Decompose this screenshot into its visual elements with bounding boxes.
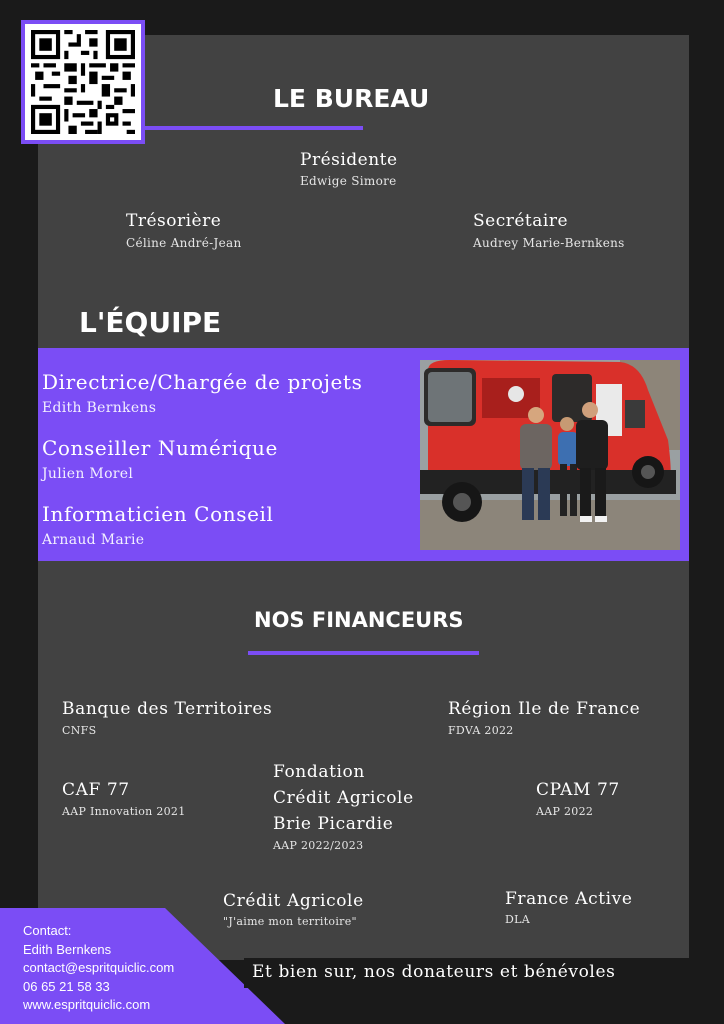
funder-sub: FDVA 2022 — [448, 724, 514, 737]
team-member-role: Directrice/Chargée de projets — [42, 370, 363, 394]
funder-name: Crédit Agricole — [223, 891, 364, 911]
secretary-role: Secrétaire — [473, 211, 569, 231]
bureau-title: LE BUREAU — [273, 84, 430, 113]
secretary-name: Audrey Marie-Bernkens — [473, 236, 625, 250]
funder-sub: AAP 2022/2023 — [273, 839, 364, 852]
funder-name-line: Crédit Agricole — [273, 788, 414, 808]
footer-banner — [244, 958, 690, 988]
contact-phone[interactable]: 06 65 21 58 33 — [23, 978, 110, 994]
footer-text: Et bien sur, nos donateurs et bénévoles — [252, 962, 616, 982]
funder-name-line: Brie Picardie — [273, 814, 394, 834]
qr-code[interactable] — [21, 20, 145, 144]
contact-name: Edith Bernkens — [23, 941, 112, 957]
funder-sub: AAP 2022 — [536, 805, 594, 818]
treasurer-name: Céline André-Jean — [126, 236, 242, 250]
funder-name: Banque des Territoires — [62, 699, 273, 719]
funders-underline — [248, 651, 479, 655]
contact-block — [23, 922, 174, 1015]
contact-website[interactable]: www.espritquiclic.com — [23, 997, 151, 1012]
team-member-role: Informaticien Conseil — [42, 502, 274, 526]
funder-sub: CNFS — [62, 724, 97, 737]
funder-name: France Active — [505, 889, 633, 909]
president-role: Présidente — [300, 150, 398, 170]
contact-label: Contact: — [23, 923, 72, 938]
funder-name: CAF 77 — [62, 780, 130, 800]
funder-name: CPAM 77 — [536, 780, 620, 800]
president-name: Edwige Simore — [300, 174, 397, 188]
contact-email[interactable]: contact@espritquiclic.com — [23, 960, 175, 975]
treasurer-role: Trésorière — [126, 211, 222, 231]
qr-code-icon — [31, 30, 135, 134]
funder-name-line: Fondation — [273, 762, 365, 782]
team-member-name: Julien Morel — [42, 466, 134, 482]
funder-sub: AAP Innovation 2021 — [62, 805, 186, 818]
team-member-role: Conseiller Numérique — [42, 436, 278, 460]
bureau-underline — [145, 126, 363, 130]
funder-name: Région Ile de France — [448, 699, 641, 719]
team-member-name: Edith Bernkens — [42, 400, 157, 416]
team-photo — [420, 360, 680, 550]
funders-title: NOS FINANCEURS — [254, 608, 464, 632]
funder-sub: "J'aime mon territoire" — [223, 915, 357, 928]
funder-sub: DLA — [505, 913, 530, 926]
team-title: L'ÉQUIPE — [79, 306, 222, 339]
team-member-name: Arnaud Marie — [42, 532, 145, 548]
